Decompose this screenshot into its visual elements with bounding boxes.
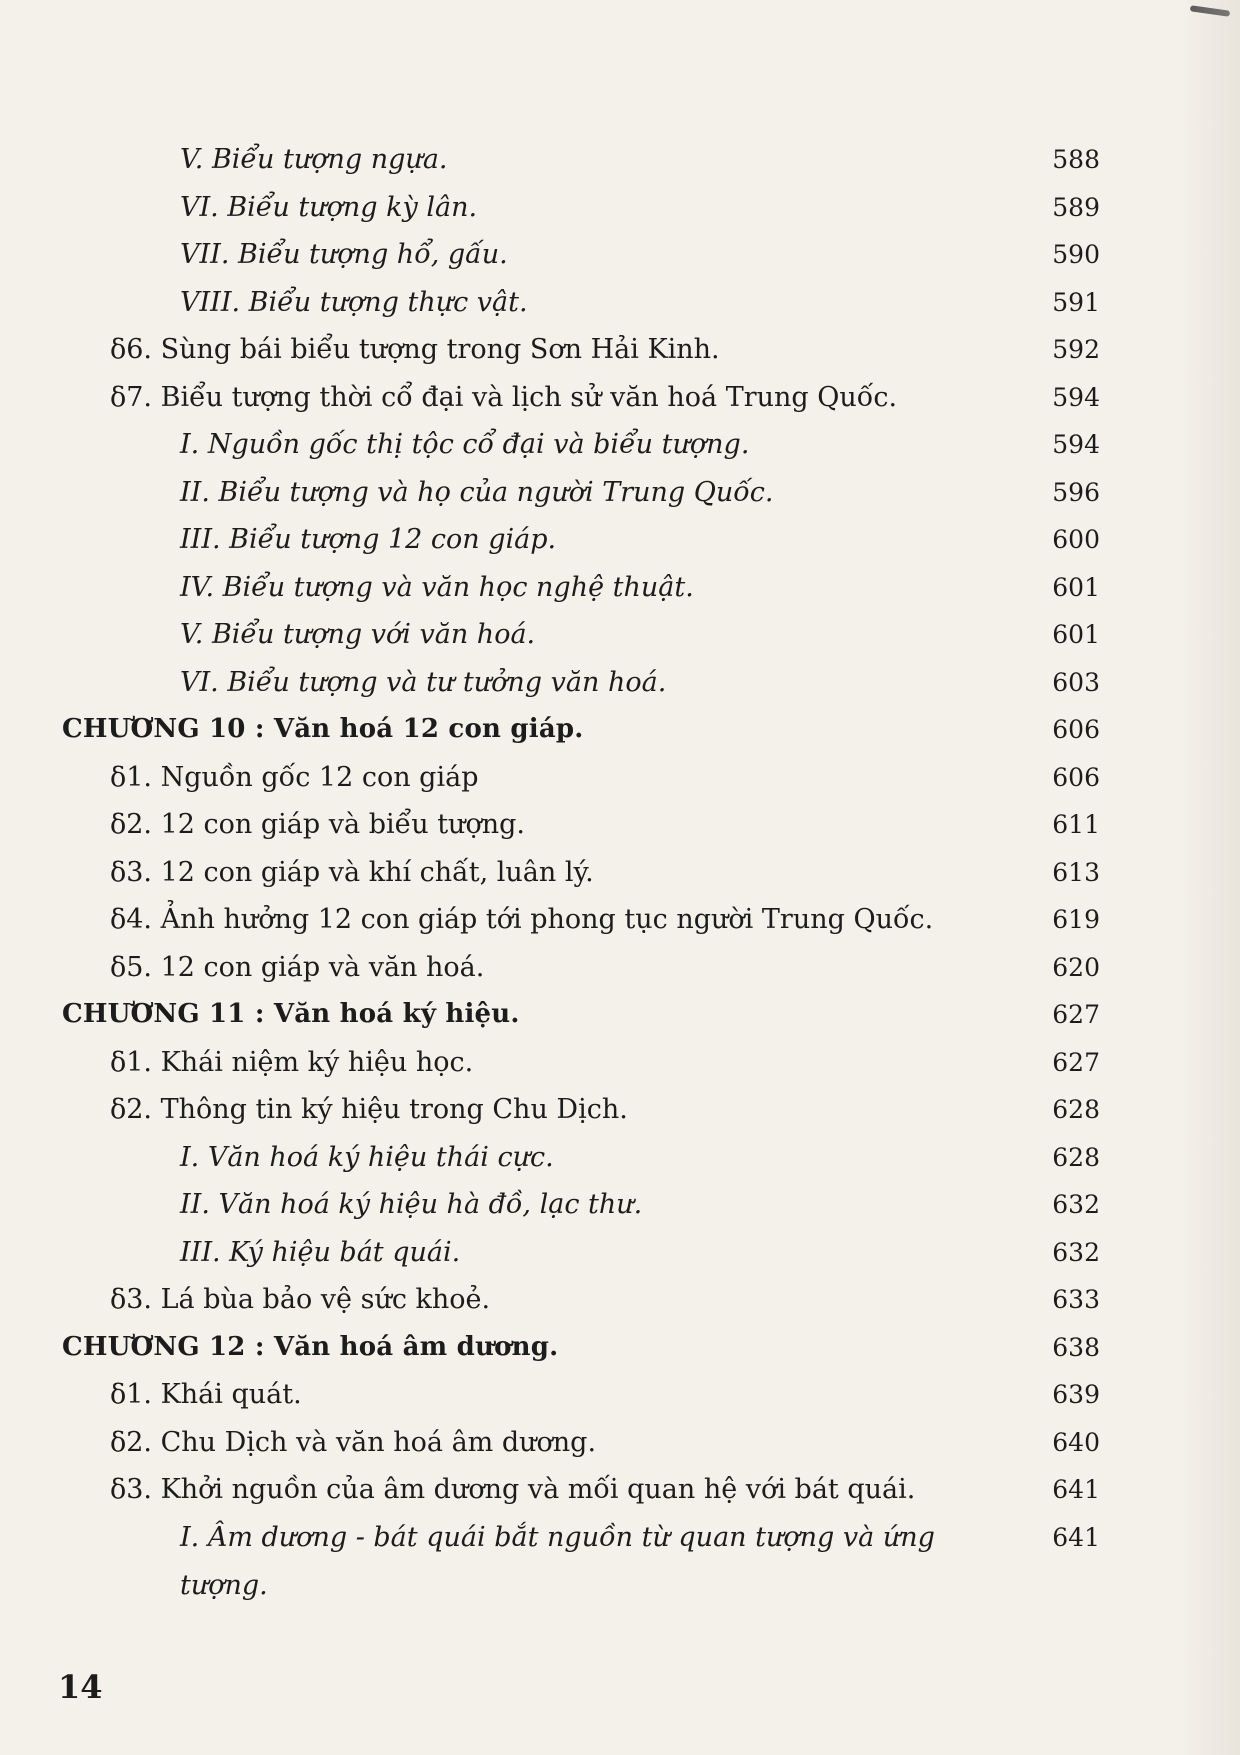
toc-entry (0, 516, 1240, 564)
toc-entry (0, 326, 1240, 374)
toc-entry-title: δ3. Lá bùa bảo vệ sức khoẻ. (110, 1284, 491, 1315)
toc-entry (0, 136, 1240, 184)
toc-entry-page: 632 (1052, 1190, 1100, 1219)
toc-entry-title: δ4. Ảnh hưởng 12 con giáp tới phong tục người Trung Quốc. (110, 904, 934, 935)
toc-entry-page: 591 (1052, 287, 1100, 317)
toc-entry-title: VIII. Biểu tượng thực vật. (180, 286, 528, 318)
toc-entry (0, 279, 1240, 327)
toc-entry (0, 944, 1240, 992)
toc-entry-title: δ2. 12 con giáp và biểu tượng. (110, 809, 525, 840)
toc-entry-title: I. Âm dương - bát quái bắt nguồn từ quan tượng và ứng tượng. (180, 1521, 935, 1601)
toc-entry (0, 1086, 1240, 1134)
toc-entry (0, 374, 1240, 422)
toc-entry-page: 603 (1052, 667, 1100, 697)
toc-entry-title: δ5. 12 con giáp và văn hoá. (110, 951, 485, 983)
toc-entry (0, 611, 1240, 659)
toc-entry-page: 594 (1052, 430, 1100, 459)
toc-entry-title: V. Biểu tượng với văn hoá. (180, 619, 536, 650)
toc-entry-page: 639 (1052, 1380, 1100, 1409)
toc-entry-page: 641 (1052, 1475, 1100, 1504)
toc-entry-title: IV. Biểu tượng và văn học nghệ thuật. (180, 571, 694, 603)
toc-chapter-heading (0, 991, 1240, 1039)
toc-entry-title: III. Ký hiệu bát quái. (180, 1236, 461, 1268)
toc-entry-page: 620 (1052, 952, 1100, 982)
toc-entry (0, 849, 1240, 897)
toc-entry-page: 594 (1052, 382, 1100, 412)
toc-entry-page: 640 (1052, 1427, 1100, 1457)
toc-entry-page: 628 (1052, 1095, 1100, 1124)
toc-entry-page: 641 (1052, 1522, 1100, 1552)
toc-entry (0, 1134, 1240, 1182)
toc-entry (0, 1276, 1240, 1324)
toc-entry (0, 659, 1240, 707)
toc-entry-page: 606 (1052, 762, 1100, 792)
toc-chapter-heading (0, 1324, 1240, 1372)
toc-entry (0, 754, 1240, 802)
toc-entry-title: I. Nguồn gốc thị tộc cổ đại và biểu tượng. (180, 429, 750, 460)
toc-entry (0, 1466, 1240, 1514)
toc-entry-title: CHƯƠNG 10 : Văn hoá 12 con giáp. (62, 714, 584, 744)
toc-entry-title: VI. Biểu tượng và tư tưởng văn hoá. (180, 666, 667, 698)
toc-entry-page: 592 (1052, 335, 1100, 364)
toc-entry-title: δ6. Sùng bái biểu tượng trong Sơn Hải Kinh. (110, 334, 720, 365)
toc-entry-page: 606 (1052, 715, 1100, 744)
toc-entry-title: δ2. Thông tin ký hiệu trong Chu Dịch. (110, 1094, 628, 1125)
toc-entry-page: 619 (1052, 905, 1100, 934)
toc-entry-title: V. Biểu tượng ngựa. (180, 144, 448, 175)
toc-entry-title: III. Biểu tượng 12 con giáp. (180, 524, 557, 555)
toc-entry-title: δ1. Nguồn gốc 12 con giáp (110, 761, 479, 793)
toc-entry-title: CHƯƠNG 12 : Văn hoá âm dương. (62, 1331, 559, 1362)
toc-entry-page: 633 (1052, 1285, 1100, 1314)
toc-chapter-heading (0, 706, 1240, 754)
toc-entry (0, 1419, 1240, 1467)
toc-entry-title: δ3. Khởi nguồn của âm dương và mối quan hệ với bát quái. (110, 1474, 916, 1505)
toc-entry-page: 601 (1052, 620, 1100, 649)
toc-entry-page: 627 (1052, 1047, 1100, 1077)
toc-entry-title: VI. Biểu tượng kỳ lân. (180, 191, 478, 223)
toc-entry-title: δ1. Khái niệm ký hiệu học. (110, 1046, 474, 1078)
toc-entry-page: 613 (1052, 857, 1100, 887)
toc-entry-page: 611 (1052, 810, 1100, 839)
table-of-contents (0, 136, 1240, 1610)
toc-entry (0, 231, 1240, 279)
toc-entry (0, 421, 1240, 469)
toc-entry-page: 589 (1052, 192, 1100, 222)
toc-entry-page: 632 (1052, 1237, 1100, 1267)
toc-entry-page: 638 (1052, 1332, 1100, 1362)
toc-entry-page: 590 (1052, 240, 1100, 269)
toc-entry-page: 596 (1052, 477, 1100, 507)
toc-entry (0, 1514, 1240, 1610)
toc-entry (0, 184, 1240, 232)
toc-entry-title: CHƯƠNG 11 : Văn hoá ký hiệu. (62, 999, 520, 1029)
toc-entry (0, 1181, 1240, 1229)
toc-entry (0, 564, 1240, 612)
toc-entry (0, 1229, 1240, 1277)
toc-entry-title: δ7. Biểu tượng thời cổ đại và lịch sử văn hoá Trung Quốc. (110, 381, 898, 413)
toc-entry (0, 469, 1240, 517)
toc-entry-title: δ2. Chu Dịch và văn hoá âm dương. (110, 1426, 597, 1458)
toc-entry-title: δ3. 12 con giáp và khí chất, luân lý. (110, 856, 594, 888)
toc-entry-title: VII. Biểu tượng hổ, gấu. (180, 239, 508, 270)
toc-entry-page: 628 (1052, 1142, 1100, 1172)
page-number: 14 (58, 1668, 103, 1706)
toc-entry-title: II. Biểu tượng và họ của người Trung Quốc. (180, 476, 774, 508)
toc-entry (0, 896, 1240, 944)
toc-entry (0, 1039, 1240, 1087)
toc-entry-title: I. Văn hoá ký hiệu thái cực. (180, 1141, 554, 1173)
toc-entry-page: 600 (1052, 525, 1100, 554)
toc-entry (0, 1371, 1240, 1419)
toc-entry-page: 601 (1052, 572, 1100, 602)
toc-entry-page: 588 (1052, 145, 1100, 174)
toc-entry-page: 627 (1052, 1000, 1100, 1029)
toc-entry (0, 801, 1240, 849)
toc-entry-title: II. Văn hoá ký hiệu hà đồ, lạc thư. (180, 1189, 643, 1220)
toc-entry-title: δ1. Khái quát. (110, 1379, 302, 1410)
